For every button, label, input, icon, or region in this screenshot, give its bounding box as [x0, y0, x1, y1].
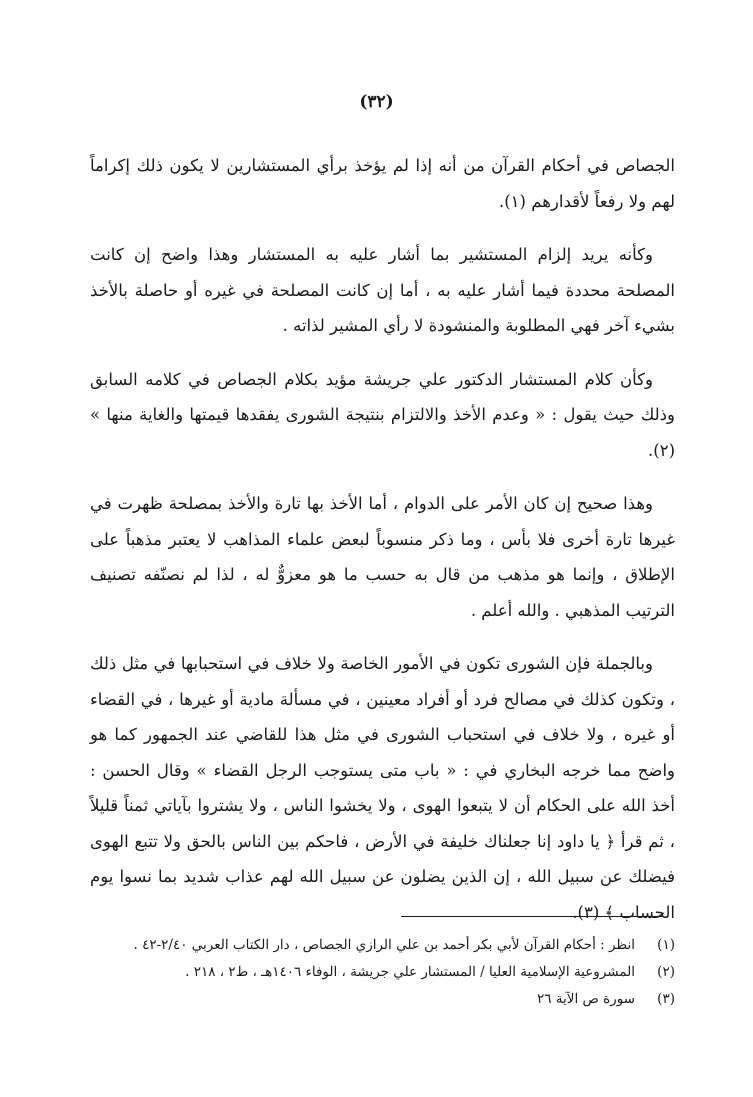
footnote-number: (٣) [657, 991, 675, 1007]
paragraph: وكأنه يريد إلزام المستشير بما أشار عليه به المستشار وهذا واضح إن كانت المصلحة محددة فيما أشار عليه به ، أما إن كانت المصلحة في غيره أو حاصلة بالأخذ بشيء آخر فهي المطلوبة والمنشودة لا رأي المشير لذاته . [90, 245, 675, 335]
footnote-text: المشروعية الإسلامية العليا / المستشار علي جريشة ، الوفاء ١٤٠٦هـ ، ط٢ ، ٢١٨ . [185, 964, 635, 980]
footnote-number: (١) [657, 937, 675, 953]
footnote-text: انظر : أحكام القرآن لأبي بكر أحمد بن علي الرازي الجصاص ، دار الكتاب العربي ٢/٤٠-٤٢ . [133, 937, 635, 953]
paragraph: وهذا صحيح إن كان الأمر على الدوام ، أما الأخذ بها تارة والأخذ بمصلحة ظهرت في غيرها تارة أخرى فلا بأس ، وما ذكر منسوباً لبعض علماء المذاهب لا يعتبر مذهباً على الإطلاق ، وإنما هو مذهب من قال به حسب ما هو معزوٌّ له ، لذا لم نصنّفه تصنيف الترتيب المذهبي . والله أعلم . [90, 494, 675, 620]
paragraph: وكأن كلام المستشار الدكتور علي جريشة مؤيد بكلام الجصاص في كلامه السابق وذلك حيث يقول : « وعدم الأخذ والالتزام بنتيجة الشورى يفقدها قيمتها والغاية منها » (٢). [90, 369, 675, 460]
footnote-divider [401, 916, 663, 917]
footnote [90, 932, 675, 959]
page-number: (٣٢) [359, 92, 394, 112]
main-text [90, 148, 675, 948]
footnote [90, 986, 675, 1013]
footnotes [90, 932, 675, 1013]
footnote-text: سورة ص الآية ٢٦ [536, 991, 635, 1007]
footnote-number: (٢) [657, 964, 675, 980]
paragraph: الجصاص في أحكام القرآن من أنه إذا لم يؤخذ برأي المستشارين لا يكون ذلك إكراماً لهم ولا رفعاً لأقدارهم (١). [90, 156, 675, 211]
paragraph: وبالجملة فإن الشورى تكون في الأمور الخاصة ولا خلاف في استحبابها في مثل ذلك ، وتكون كذلك في مصالح فرد أو أفراد معينين ، في مسألة مادية أو غيرها ، في القضاء أو غيره ، ولا خلاف في استحباب الشورى في مثل هذا للقاضي عند الجمهور كما هو واضح مما خرجه البخاري في : « باب متى يستوجب الرجل القضاء » وقال الحسن : أخذ الله على الحكام أن لا يتبعوا الهوى ، ولا يخشوا الناس ، ولا يشتروا بآياتي ثمناً قليلاً ، ثم قرأ ﴿ يا داود إنا جعلناك خليفة في الأرض ، فاحكم بين الناس بالحق ولا تتبع الهوى فيضلك عن سبيل الله ، إن الذين يضلون عن سبيل الله لهم عذاب شديد بما نسوا يوم الحساب ﴾ (٣). [90, 654, 675, 922]
footnote [90, 959, 675, 986]
